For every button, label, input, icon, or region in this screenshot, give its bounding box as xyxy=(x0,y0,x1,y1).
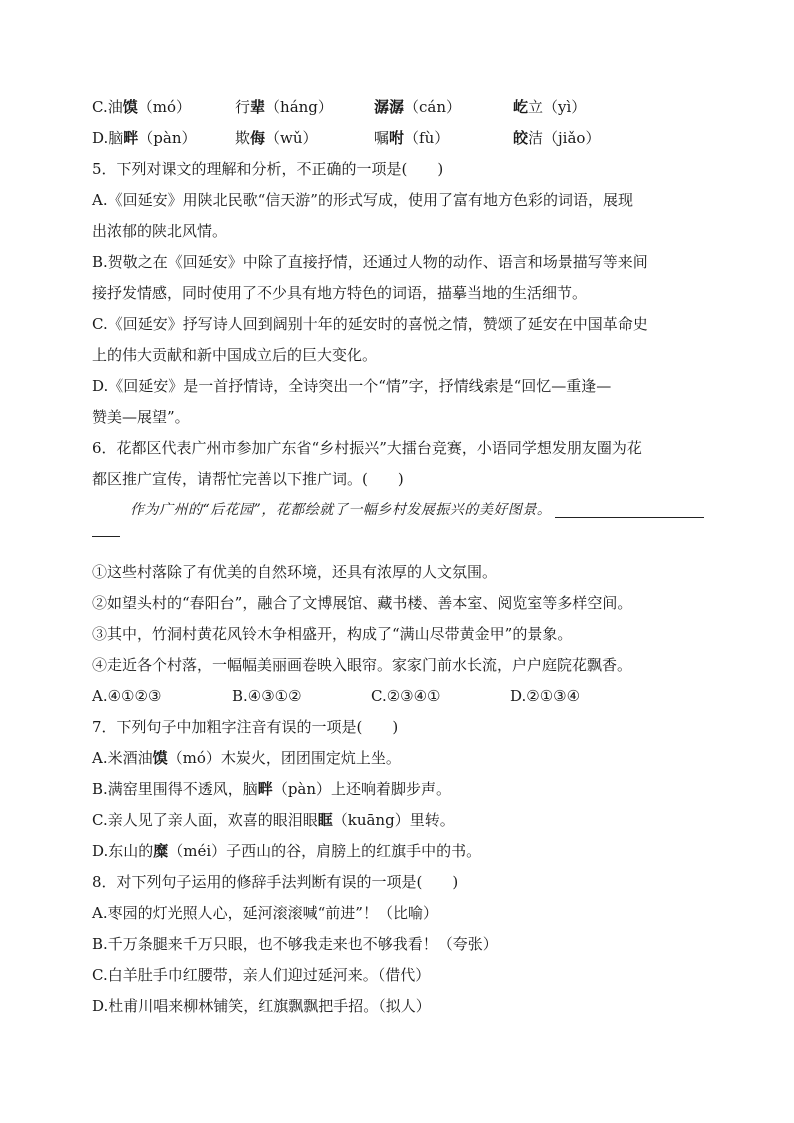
q7-d-bold: 糜 xyxy=(153,842,169,860)
q4-d-item-1: D.脑畔（pàn） xyxy=(92,129,197,147)
q4-c-item-3: 潺潺（cán） xyxy=(374,98,462,116)
q8-stem: 8．对下列句子运用的修辞手法判断有误的一项是( ) xyxy=(92,873,459,891)
q4-option-row-d xyxy=(92,123,704,154)
q6-sentence-1: ①这些村落除了有优美的自然环境，还具有浓厚的人文氛围。 xyxy=(92,563,498,581)
q7-a-post: （mó）木炭火，团团围定炕上坐。 xyxy=(167,749,401,767)
q4-option-row-c xyxy=(92,92,704,123)
q7-b-bold: 畔 xyxy=(257,780,273,798)
q6-option-d: D.②①③④ xyxy=(510,687,581,705)
q7-c-post: （kuāng）里转。 xyxy=(332,811,455,829)
q8-option-a: A.枣园的灯光照人心，延河滚滚喊“前进”！（比喻） xyxy=(92,904,438,922)
q7-d-pre: D.东山的 xyxy=(92,842,154,860)
q6-option-a: A.④①②③ xyxy=(92,687,162,705)
q6-sentence-2: ②如望头村的“春阳台”，融合了文博展馆、藏书楼、善本室、阅览室等多样空间。 xyxy=(92,594,633,612)
exam-page xyxy=(92,92,704,1022)
q6-option-b: B.④③①② xyxy=(232,687,302,705)
q5-option-c-line1: C.《回延安》抒写诗人回到阔别十年的延安时的喜悦之情，赞颂了延安在中国革命史 xyxy=(92,315,648,333)
q4-d-item-4: 皎洁（jiǎo） xyxy=(513,129,601,147)
q6-blank-continuation xyxy=(92,526,704,557)
q7-b-post: （pàn）上还响着脚步声。 xyxy=(272,780,452,798)
q6-prompt xyxy=(92,495,704,526)
q5-stem: 5．下列对课文的理解和分析，不正确的一项是( ) xyxy=(92,160,444,178)
q5-option-d-line2: 赞美—展望”。 xyxy=(92,408,190,426)
q7-stem: 7．下列句子中加粗字注音有误的一项是( ) xyxy=(92,718,399,736)
q8-option-c: C.白羊肚手巾红腰带，亲人们迎过延河来。（借代） xyxy=(92,966,431,984)
q7-option-b xyxy=(92,774,704,805)
q5-option-a-line1: A.《回延安》用陕北民歌“信天游”的形式写成，使用了富有地方色彩的词语，展现 xyxy=(92,191,633,209)
q6-stem-line2: 都区推广宣传，请帮忙完善以下推广词。( ) xyxy=(92,470,404,488)
q5-option-b-line1: B.贺敬之在《回延安》中除了直接抒情，还通过人物的动作、语言和场景描写等来间 xyxy=(92,253,648,271)
q8-option-b: B.千万条腿来千万只眼，也不够我走来也不够我看！（夸张） xyxy=(92,935,498,953)
q4-d-item-2: 欺侮（wǔ） xyxy=(235,129,318,147)
q7-option-a xyxy=(92,743,704,774)
q6-stem-line1: 6．花都区代表广州市参加广东省“乡村振兴”大擂台竞赛，小语同学想发朋友圈为花 xyxy=(92,439,642,457)
q4-d-item-3: 嘱咐（fù） xyxy=(374,129,450,147)
q6-sentence-4: ④走近各个村落，一幅幅美丽画卷映入眼帘。家家门前水长流，户户庭院花飘香。 xyxy=(92,656,633,674)
q5-option-d-line1: D.《回延安》是一首抒情诗，全诗突出一个“情”字，抒情线索是“回忆—重逢— xyxy=(92,377,612,395)
q7-option-d xyxy=(92,836,704,867)
q4-c-item-1: C.油馍（mó） xyxy=(92,98,191,116)
q6-answer-blank-continued[interactable] xyxy=(92,526,120,537)
q7-b-pre: B.满窑里围得不透风，脑 xyxy=(92,780,258,798)
q8-option-d: D.杜甫川唱来柳林铺笑，红旗飘飘把手招。（拟人） xyxy=(92,997,431,1015)
q7-option-c xyxy=(92,805,704,836)
q7-a-pre: A.米酒油 xyxy=(92,749,153,767)
q5-option-c-line2: 上的伟大贡献和新中国成立后的巨大变化。 xyxy=(92,346,378,364)
q7-a-bold: 馍 xyxy=(152,749,168,767)
q6-options xyxy=(92,681,704,712)
q7-d-post: （méi）子西山的谷，肩膀上的红旗手中的书。 xyxy=(168,842,482,860)
q6-prompt-text: 作为广州的“后花园”，花都绘就了一幅乡村发展振兴的美好图景。 xyxy=(130,502,552,518)
q7-c-bold: 眶 xyxy=(317,811,333,829)
q6-answer-blank[interactable] xyxy=(555,499,704,518)
q6-sentence-3: ③其中，竹洞村黄花风铃木争相盛开，构成了“满山尽带黄金甲”的景象。 xyxy=(92,625,573,643)
q7-c-pre: C.亲人见了亲人面，欢喜的眼泪眼 xyxy=(92,811,318,829)
q6-option-c: C.②③④① xyxy=(371,687,441,705)
q4-c-item-4: 屹立（yì） xyxy=(513,98,587,116)
q4-c-item-2: 行辈（háng） xyxy=(235,98,333,116)
q5-option-b-line2: 接抒发情感，同时使用了不少具有地方特色的词语，描摹当地的生活细节。 xyxy=(92,284,588,302)
q5-option-a-line2: 出浓郁的陕北风情。 xyxy=(92,222,228,240)
